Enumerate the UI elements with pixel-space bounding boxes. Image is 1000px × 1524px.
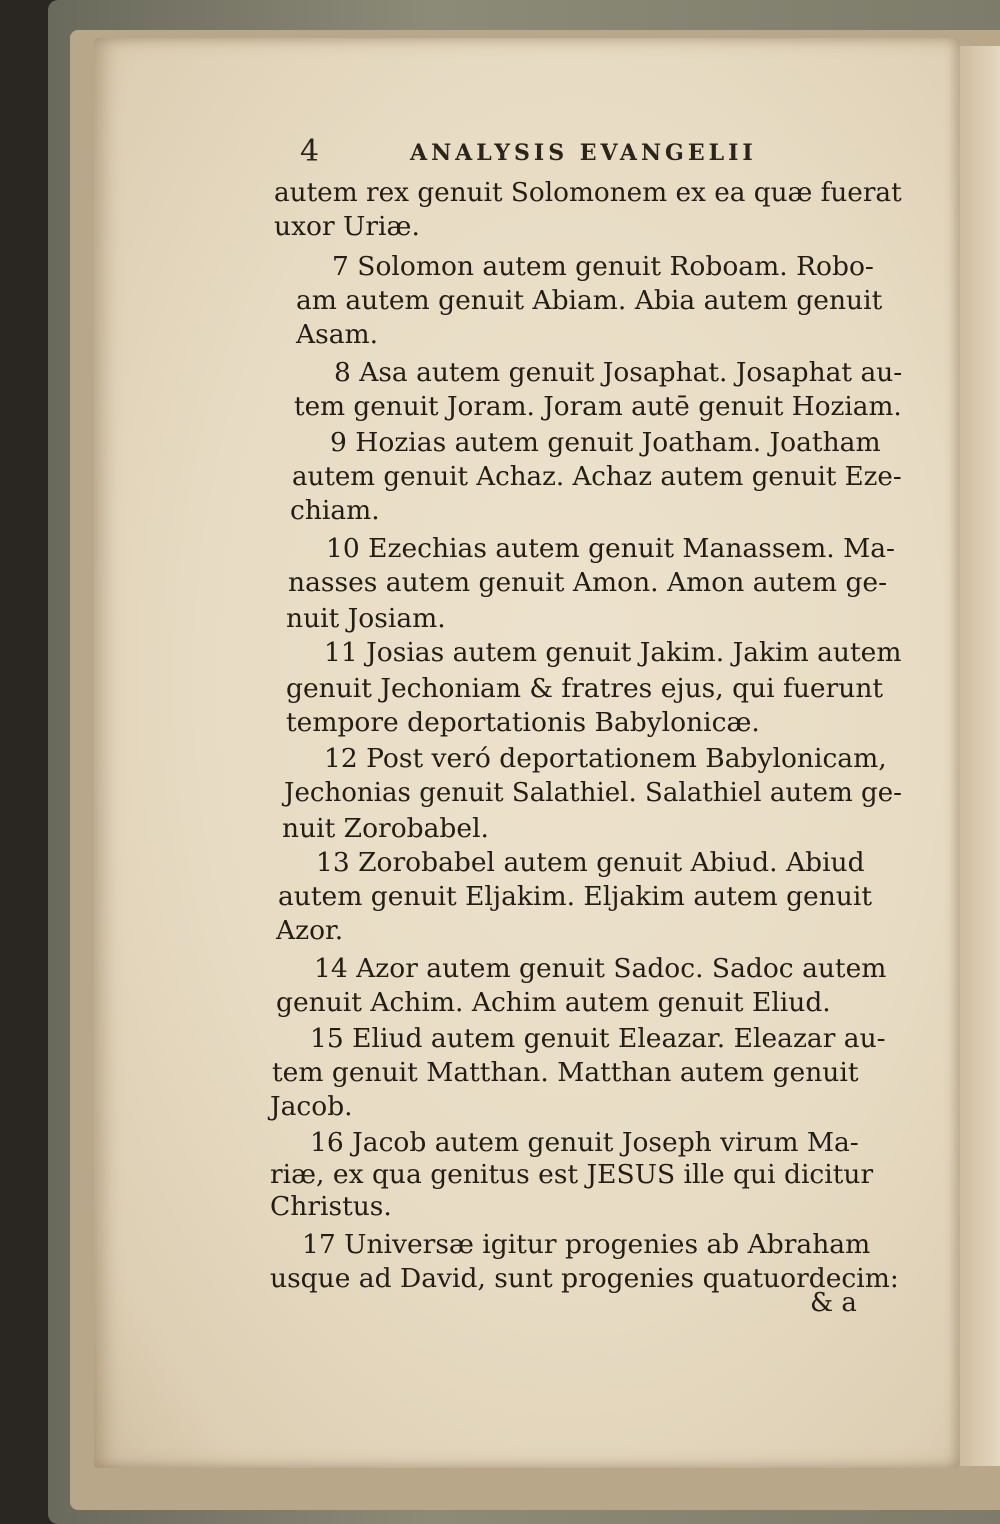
text-line: 16 Jacob autem genuit Joseph virum Ma- [310,1127,859,1158]
text-line: 8 Asa autem genuit Josaphat. Josaphat au- [334,357,903,388]
text-line: usque ad David, sunt progenies quatuordecim: [270,1263,899,1294]
text-line: tem genuit Matthan. Matthan autem genuit [272,1057,859,1088]
text-line: nuit Zorobabel. [282,813,489,844]
text-line: 14 Azor autem genuit Sadoc. Sadoc autem [314,953,887,984]
text-line: 12 Post veró deportationem Babylonicam, [324,743,887,774]
text-line: tem genuit Joram. Joram autē genuit Hoziam. [294,391,902,422]
facing-page-edge [958,46,1000,1466]
text-line: nasses autem genuit Amon. Amon autem ge- [288,567,888,598]
catchword: & a [810,1288,857,1318]
text-line: Jacob. [270,1091,353,1122]
running-title: ANALYSIS EVANGELII [410,140,757,166]
text-line: Christus. [270,1191,392,1222]
text-line: 17 Universæ igitur progenies ab Abraham [302,1229,871,1260]
text-line: 15 Eliud autem genuit Eleazar. Eleazar au- [310,1023,886,1054]
text-line: uxor Uriæ. [274,211,420,242]
text-line: 9 Hozias autem genuit Joatham. Joatham [330,427,881,458]
text-line: tempore deportationis Babylonicæ. [286,707,760,738]
text-line: Asam. [296,319,379,350]
text-line: genuit Achim. Achim autem genuit Eliud. [276,987,831,1018]
text-line: Jechonias genuit Salathiel. Salathiel autem ge- [284,777,902,808]
text-line: Azor. [276,915,344,946]
text-line: autem rex genuit Solomonem ex ea quæ fuerat [274,177,902,208]
text-line: riæ, ex qua genitus est JESUS ille qui dicitur [270,1159,874,1190]
text-line: autem genuit Achaz. Achaz autem genuit Eze- [292,461,902,492]
page-header [300,134,900,172]
text-line: autem genuit Eljakim. Eljakim autem genuit [278,881,872,912]
text-line: 13 Zorobabel autem genuit Abiud. Abiud [316,847,865,878]
text-line: 7 Solomon autem genuit Roboam. Robo- [332,251,874,282]
text-line: chiam. [290,495,380,526]
text-line: am autem genuit Abiam. Abia autem genuit [296,285,883,316]
text-line: nuit Josiam. [286,603,446,634]
text-line: 10 Ezechias autem genuit Manassem. Ma- [326,533,895,564]
page-number: 4 [300,134,320,169]
text-line: genuit Jechoniam & fratres ejus, qui fuerunt [286,673,884,704]
text-line: 11 Josias autem genuit Jakim. Jakim autem [324,637,902,668]
